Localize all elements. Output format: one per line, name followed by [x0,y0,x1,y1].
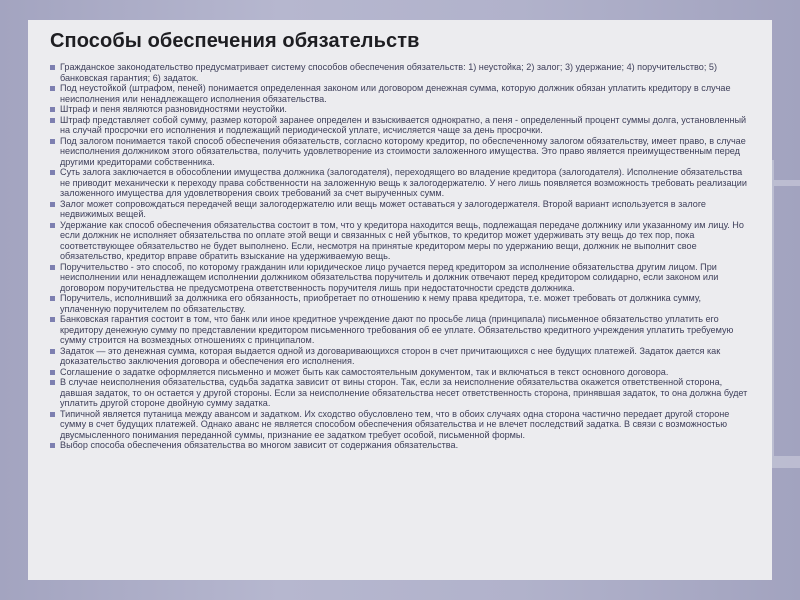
bullet-item [50,314,750,346]
bullet-text: Штраф представляет собой сумму, размер которой заранее определен и взыскивается однократно, а пеня - определенный процент суммы долга, установленный на случай просрочки его исполнения и подлежащий периодической уплате, исчисляется чаще за день просрочки. [60,114,747,135]
bullet-item [50,409,750,441]
bullet-item [50,199,750,220]
bullet-text: Выбор способа обеспечения обязательства во многом зависит от содержания обязательства. [60,440,459,450]
bullet-text: Поручитель, исполнивший за должника его обязанность, приобретает по отношению к нему права кредитора, т.е. может требовать от должника сумму, уплаченную поручителем по обязательству. [60,293,701,314]
bullet-icon [50,86,55,91]
slide [28,20,772,580]
bullet-item [50,104,750,115]
bullet-icon [50,349,55,354]
bullet-item [50,440,750,451]
bullet-icon [50,202,55,207]
bullet-item [50,62,750,83]
bullet-icon [50,265,55,270]
bullet-text: Под залогом понимается такой способ обеспечения обязательств, согласно которому кредитор, по обеспеченному залогом обязательству, имеет право, в случае неисполнения должником этого обязательства, получить удовлетворение из стоимости заложенного имущества. Это право является преимущественным перед другими кредиторами собственника. [60,135,746,167]
bullet-icon [50,317,55,322]
bullet-icon [50,118,55,123]
bullet-icon [50,223,55,228]
bullet-text: Типичной является путаница между авансом и задатком. Их сходство обусловлено тем, что в обоих случаях одна сторона частично передает другой стороне сумму в счет будущих платежей. Однако аванс не является способом обеспечения обязательства и не влечет последствий задатка. В связи с возможностью двусмысленного понимания переданной суммы, признание ее задатком требует особой, письменной формы. [60,408,730,440]
bullet-text: Задаток — это денежная сумма, которая выдается одной из договаривающихся сторон в счет причитающихся с нее будущих платежей. Задаток дается как доказательство заключения договора и обеспечения его исполнения. [60,345,721,366]
bullet-icon [50,65,55,70]
bullet-text: Соглашение о задатке оформляется письменно и может быть как самостоятельным документом, так и включаться в текст основного договора. [60,366,669,377]
bullet-text: В случае неисполнения обязательства, судьба задатка зависит от вины сторон. Так, если за неисполнение обязательства окажется ответственной сторона, давшая задаток, то он остается у другой стороны. Если за неисполнение обязательства несет ответственность сторона, принявшая задаток, то она должна будет уплатить другой стороне двойную сумму задатка. [60,377,748,408]
bullet-text: Банковская гарантия состоит в том, что банк или иное кредитное учреждение дают по просьбе лица (принципала) письменное обязательство уплатить его кредитору денежную сумму по представлении кредитором письменного требования об ее уплате. Обязательство кредитного учреждения уплатить требуемую сумму строится на возмездных отношениях с принципалом. [60,314,734,345]
bullet-text: Суть залога заключается в обособлении имущества должника (залогодателя), переходящего во владение кредитора (залогодателя). Исполнение обязательства не приводит механически к переходу права собственности на заложенную вещь к залогодержателю. У него лишь появляется возможность требовать реализации заложенного имущества для удовлетворения своих требований за счет вырученных сумм. [60,167,747,198]
bullet-icon [50,370,55,375]
bullet-text: Штраф и пеня являются разновидностями неустойки. [60,104,287,114]
bullet-item [50,115,750,136]
bullet-icon [50,107,55,112]
bullet-item [50,293,750,314]
bullet-icon [50,380,55,385]
bullet-text: Удержание как способ обеспечения обязательства состоит в том, что у кредитора находится вещь, подлежащая передаче должнику или указанному им лицу. Но если должник не исполняет обязательства по оплате этой вещи и связанных с ней убытков, то кредитор может удерживать эту вещь до тех пор, пока соответствующее обязательство не будет выполнено. Если, несмотря на принятые кредитором меры по удержанию вещи, должник не выполнит свое обязательство, кредитор вправе обратить взыскание на удерживаемую вещь. [60,219,744,261]
bullet-item [50,220,750,262]
bullet-item [50,377,750,409]
bullet-text: Залог может сопровождаться передачей вещи залогодержателю или вещь может оставаться у залогодержателя. Второй вариант используется в залоге недвижимых вещей. [60,198,706,219]
bullet-item [50,136,750,168]
bullet-icon [50,412,55,417]
bullet-text: Гражданское законодательство предусматривает систему способов обеспечения обязательств: 1) неустойка; 2) залог; 3) удержание; 4) поручительство; 5) банковская гарантия; 6) задаток. [60,62,717,83]
bullet-item [50,367,750,378]
bullet-icon [50,170,55,175]
bullet-icon [50,443,55,448]
bullet-item [50,346,750,367]
bullet-text: Под неустойкой (штрафом, пеней) понимается определенная законом или договором денежная сумма, которую должник обязан уплатить кредитору в случае неисполнения или ненадлежащего исполнения обязательства. [60,83,731,104]
bullet-list [50,62,750,451]
bullet-text: Поручительство - это способ, по которому гражданин или юридическое лицо ручается перед кредитором за исполнение обязательства другим лицом. При неисполнении или ненадлежащем исполнении должником обязательства поручитель и должник отвечают перед кредитором солидарно, если законом или договором поручительства не предусмотрена ответственность поручителя лишь при недостаточности средств должника. [60,261,719,293]
bullet-icon [50,139,55,144]
bullet-icon [50,296,55,301]
slide-title: Способы обеспечения обязательств [50,30,420,52]
bullet-item [50,167,750,199]
bullet-item [50,262,750,294]
bullet-item [50,83,750,104]
